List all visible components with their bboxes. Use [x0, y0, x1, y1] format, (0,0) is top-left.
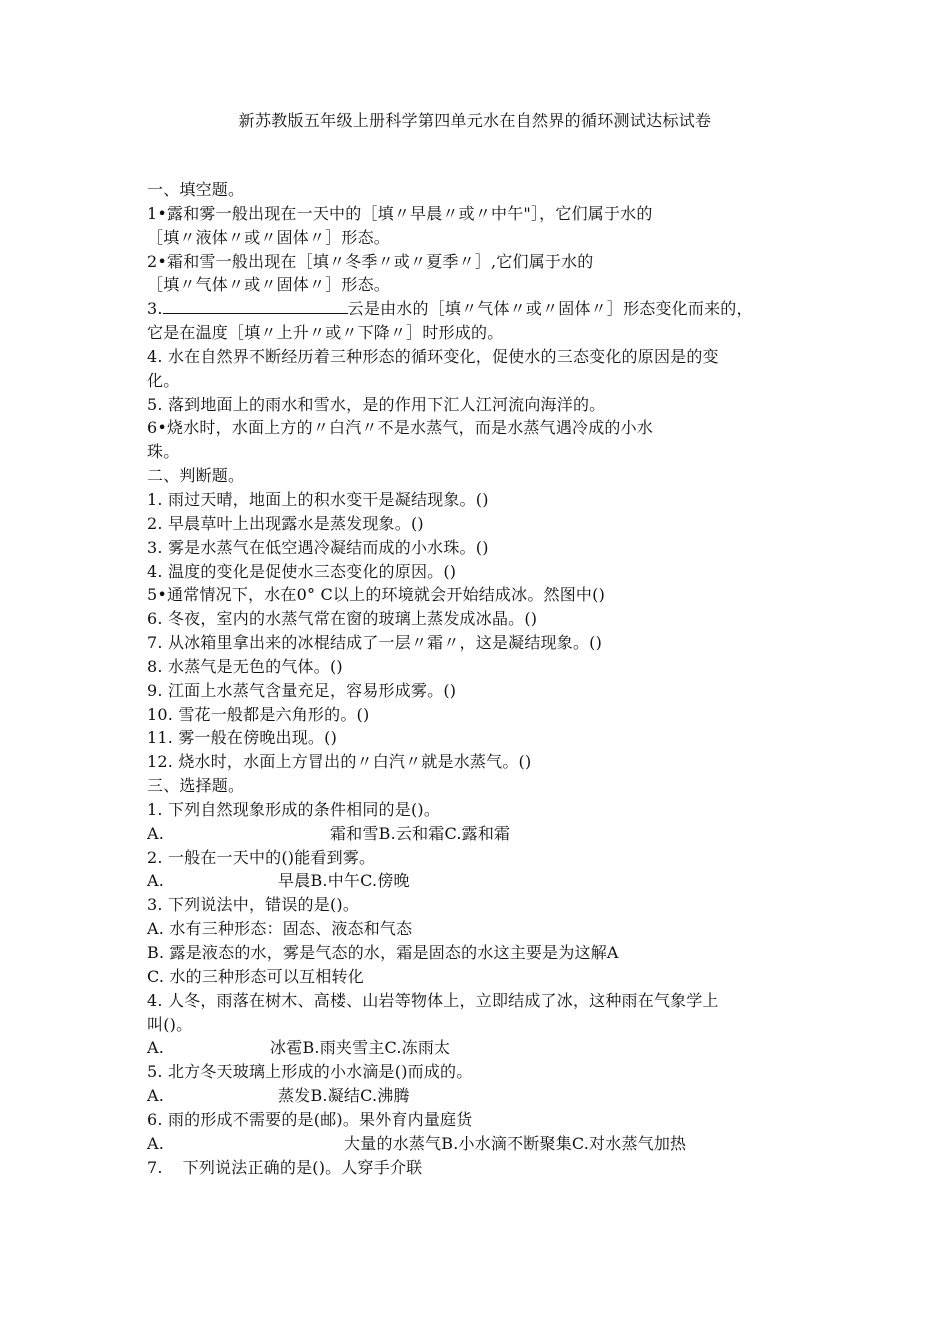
- fill-in-blank: [163, 299, 348, 314]
- line-text: 它是在温度［填〃上升〃或〃下降〃］时形成的。: [147, 323, 504, 343]
- line-text: 1•露和雾一般出现在一天中的［填〃早晨〃或〃中午"］，它们属于水的: [147, 203, 653, 223]
- text-line: [147, 1132, 827, 1156]
- line-text: 蒸发B.凝结C.沸腾: [278, 1086, 410, 1106]
- text-line: [147, 679, 827, 703]
- text-line: [147, 703, 827, 727]
- line-prefix: A.: [147, 1133, 165, 1153]
- text-line: [147, 893, 827, 917]
- text-line: [147, 393, 827, 417]
- text-line: [147, 1108, 827, 1132]
- line-prefix: A.: [147, 871, 165, 891]
- document-title: 新苏教版五年级上册科学第四单元水在自然界的循环测试达标试卷: [238, 111, 712, 130]
- text-line: [147, 321, 827, 345]
- line-prefix: A.: [147, 823, 165, 843]
- line-text: 5•通常情况下，水在0° C以上的环境就会开始结成冰。然图中(): [147, 585, 606, 605]
- text-line: [147, 250, 827, 274]
- line-text: 2. 早晨草叶上出现露水是蒸发现象。(): [147, 513, 424, 533]
- line-text: 冰雹B.雨夹雪主C.冻雨太: [270, 1038, 451, 1058]
- line-text: 6. 冬夜，室内的水蒸气常在窗的玻璃上蒸发成冰晶。(): [147, 609, 538, 629]
- line-prefix: 3.: [147, 299, 163, 319]
- line-text: 2•霜和雪一般出现在［填〃冬季〃或〃夏季〃］,它们属于水的: [147, 251, 594, 271]
- line-text: 叫()。: [147, 1014, 193, 1034]
- line-text: 2. 一般在一天中的()能看到雾。: [147, 847, 376, 867]
- text-line: [147, 774, 827, 798]
- line-text: 4. 人冬，雨落在树木、高楼、山岩等物体上，立即结成了冰，这种雨在气象学上: [147, 990, 719, 1010]
- text-line: [147, 822, 827, 846]
- line-text: 早晨B.中午C.傍晚: [278, 871, 410, 891]
- line-text: 5. 落到地面上的雨水和雪水，是的作用下汇人江河流向海洋的。: [147, 394, 606, 414]
- line-text: 9. 江面上水蒸气含量充足，容易形成雾。(): [147, 680, 457, 700]
- text-line: [147, 726, 827, 750]
- text-line: [147, 750, 827, 774]
- text-line: [147, 846, 827, 870]
- text-line: [147, 297, 827, 321]
- line-text: 6•烧水时，水面上方的〃白汽〃不是水蒸气，而是水蒸气遇冷成的小水: [147, 418, 654, 438]
- line-text: 下列说法正确的是()。人穿手介联: [182, 1157, 423, 1177]
- text-line: [147, 655, 827, 679]
- line-text: 11. 雾一般在傍晚出现。(): [147, 728, 338, 748]
- line-text: 7. 从冰箱里拿出来的冰棍结成了一层〃霜〃，这是凝结现象。(): [147, 633, 603, 653]
- line-text: A. 水有三种形态：固态、液态和气态: [147, 919, 413, 939]
- line-text: 12. 烧水时，水面上方冒出的〃白汽〃就是水蒸气。(): [147, 752, 532, 772]
- line-text: 3. 下列说法中，错误的是()。: [147, 895, 360, 915]
- text-line: [147, 178, 827, 202]
- line-text: 二、判断题。: [147, 466, 245, 486]
- line-text: 5. 北方冬天玻璃上形成的小水滴是()而成的。: [147, 1062, 473, 1082]
- text-line: [147, 798, 827, 822]
- text-line: [147, 1013, 827, 1037]
- line-text: 三、选择题。: [147, 776, 245, 796]
- line-text: 云是由水的［填〃气体〃或〃固体〃］形态变化而来的，: [347, 299, 753, 319]
- document-body: [147, 178, 827, 1179]
- text-line: [147, 512, 827, 536]
- line-text: 4. 水在自然界不断经历着三种形态的循环变化，促使水的三态变化的原因是的变: [147, 346, 719, 366]
- text-line: [147, 1036, 827, 1060]
- line-prefix: A.: [147, 1038, 165, 1058]
- line-text: 3. 雾是水蒸气在低空遇冷凝结而成的小水珠。(): [147, 537, 489, 557]
- text-line: [147, 560, 827, 584]
- text-line: [147, 917, 827, 941]
- text-line: [147, 1084, 827, 1108]
- text-line: [147, 1060, 827, 1084]
- text-line: [147, 202, 827, 226]
- text-line: [147, 440, 827, 464]
- line-text: 10. 雪花一般都是六角形的。(): [147, 704, 370, 724]
- line-text: 6. 雨的形成不需要的是(邮)。果外育内量庭货: [147, 1109, 473, 1129]
- line-text: 1. 下列自然现象形成的条件相同的是()。: [147, 799, 441, 819]
- text-line: [147, 1156, 827, 1180]
- text-line: [147, 631, 827, 655]
- line-text: 珠。: [147, 442, 180, 462]
- text-line: [147, 369, 827, 393]
- text-line: [147, 583, 827, 607]
- line-text: 一、填空题。: [147, 180, 245, 199]
- text-line: [147, 607, 827, 631]
- line-text: B. 露是液态的水，雾是气态的水，霜是固态的水这主要是为这解A: [147, 943, 619, 962]
- line-prefix: A.: [147, 1086, 165, 1106]
- line-text: 大量的水蒸气B.小水滴不断聚集C.对水蒸气加热: [344, 1133, 687, 1153]
- text-line: [147, 226, 827, 250]
- text-line: [147, 488, 827, 512]
- line-text: ［填〃液体〃或〃固体〃］形态。: [147, 227, 391, 247]
- line-text: 8. 水蒸气是无色的气体。(): [147, 656, 343, 676]
- line-text: ［填〃气体〃或〃固体〃］形态。: [147, 275, 391, 295]
- line-text: 霜和雪B.云和霜C.露和霜: [330, 823, 511, 843]
- text-line: [147, 941, 827, 965]
- text-line: [147, 536, 827, 560]
- line-text: 化。: [147, 370, 180, 390]
- text-line: [147, 273, 827, 297]
- text-line: [147, 869, 827, 893]
- line-text: 4. 温度的变化是促使水三态变化的原因。(): [147, 561, 457, 581]
- text-line: [147, 965, 827, 989]
- text-line: [147, 989, 827, 1013]
- text-line: [147, 345, 827, 369]
- line-text: C. 水的三种形态可以互相转化: [147, 966, 364, 986]
- line-prefix: 7.: [147, 1157, 163, 1177]
- text-line: [147, 416, 827, 440]
- text-line: [147, 464, 827, 488]
- line-text: 1. 雨过天晴，地面上的积水变干是凝结现象。(): [147, 489, 489, 509]
